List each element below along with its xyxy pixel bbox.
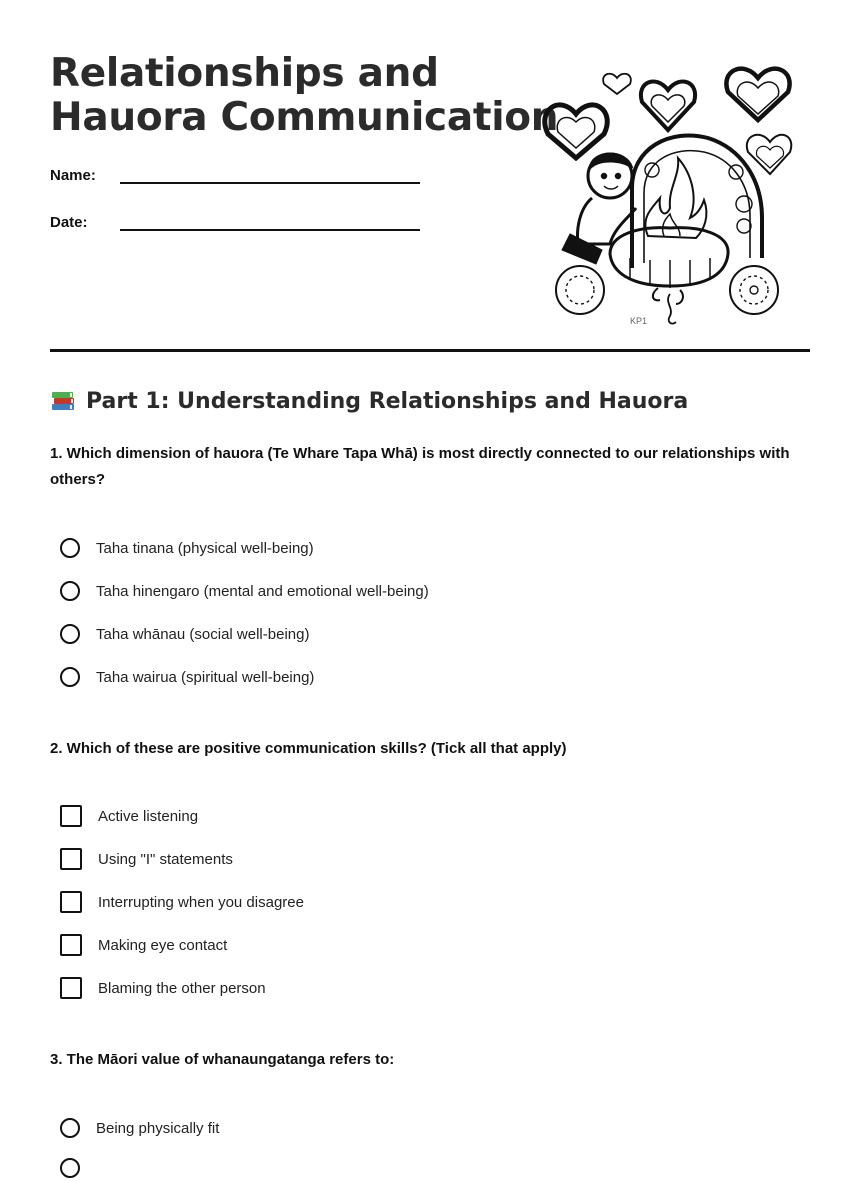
title-line-1: Relationships and — [50, 51, 439, 96]
header-divider — [50, 349, 810, 352]
option-label: Interrupting when you disagree — [98, 893, 304, 911]
q1-option-4[interactable] — [60, 664, 314, 690]
name-input-line[interactable] — [120, 166, 420, 184]
title-line-2: Hauora Communication — [50, 95, 559, 140]
radio-button[interactable] — [60, 1118, 80, 1138]
illustration-caption: KP1 — [630, 316, 648, 326]
date-label: Date: — [50, 214, 88, 231]
checkbox[interactable] — [60, 934, 82, 956]
q2-option-5[interactable] — [60, 975, 266, 1001]
q1-option-2[interactable] — [60, 578, 429, 604]
date-input-line[interactable] — [120, 213, 420, 231]
worksheet-title — [50, 52, 558, 140]
date-field — [50, 213, 420, 231]
part1-title: Part 1: Understanding Relationships and Hauora — [86, 388, 689, 414]
radio-button[interactable] — [60, 624, 80, 644]
q2-option-4[interactable] — [60, 932, 227, 958]
part1-heading — [50, 388, 688, 414]
fireplace-illustration — [540, 58, 800, 330]
radio-button[interactable] — [60, 1158, 80, 1178]
books-icon — [50, 388, 76, 414]
name-field — [50, 166, 420, 184]
checkbox[interactable] — [60, 848, 82, 870]
option-label: Taha hinengaro (mental and emotional well-being) — [96, 582, 429, 600]
option-label: Being physically fit — [96, 1119, 220, 1137]
checkbox[interactable] — [60, 805, 82, 827]
option-label: Taha whānau (social well-being) — [96, 625, 310, 643]
radio-button[interactable] — [60, 538, 80, 558]
q2-option-2[interactable] — [60, 846, 233, 872]
q3-option-1[interactable] — [60, 1115, 219, 1141]
question-1: 1. Which dimension of hauora (Te Whare Tapa Whā) is most directly connected to our relationships with others? — [50, 445, 790, 488]
radio-button[interactable] — [60, 581, 80, 601]
option-label: Taha wairua (spiritual well-being) — [96, 668, 315, 686]
checkbox[interactable] — [60, 977, 82, 999]
radio-button[interactable] — [60, 667, 80, 687]
name-label: Name: — [50, 167, 96, 184]
q1-option-1[interactable] — [60, 535, 314, 561]
q1-option-3[interactable] — [60, 621, 309, 647]
checkbox[interactable] — [60, 891, 82, 913]
option-label: Making eye contact — [98, 936, 228, 954]
q2-option-1[interactable] — [60, 803, 198, 829]
option-label: Blaming the other person — [98, 979, 266, 997]
question-3: 3. The Māori value of whanaungatanga refers to: — [50, 1051, 395, 1068]
q3-option-2[interactable] — [60, 1155, 96, 1181]
q2-option-3[interactable] — [60, 889, 304, 915]
option-label: Taha tinana (physical well-being) — [96, 539, 314, 557]
question-2: 2. Which of these are positive communication skills? (Tick all that apply) — [50, 740, 567, 757]
option-label: Active listening — [98, 807, 199, 825]
option-label: Using "I" statements — [98, 850, 233, 868]
